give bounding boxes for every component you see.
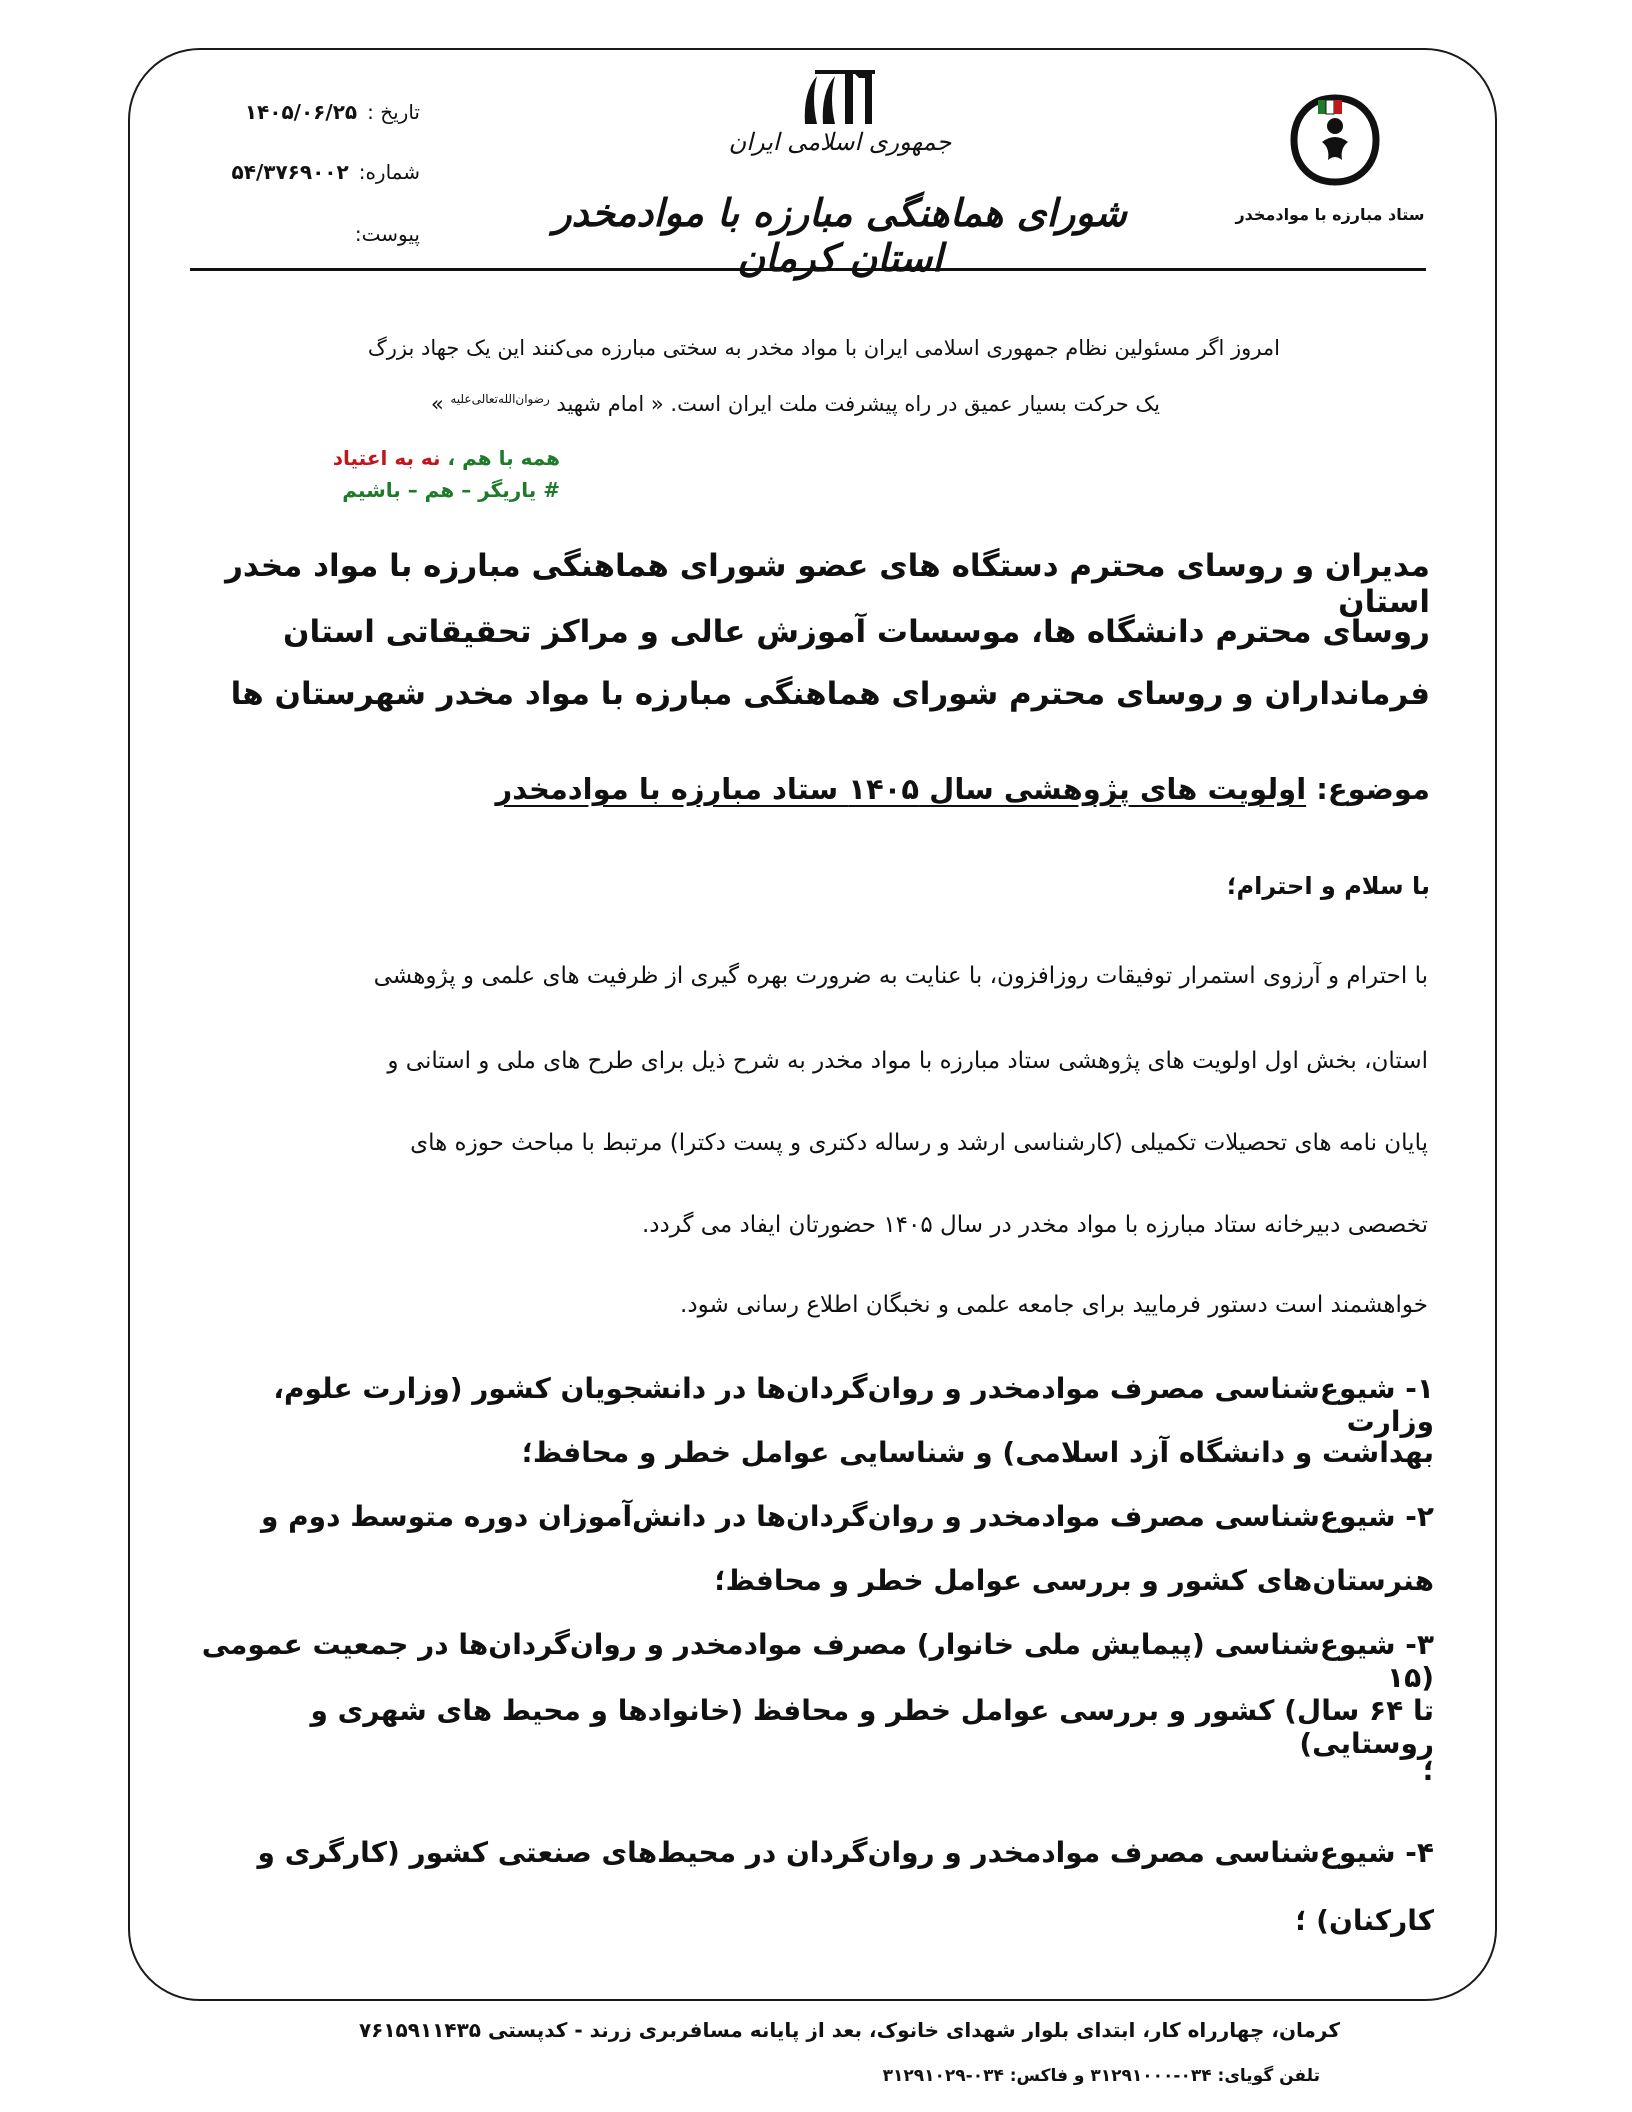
priority-item-3: ۳- شیوع‌شناسی (پیمایش ملی خانوار) مصرف موادمخدر و روان‌گردان‌ها در جمعیت عمومی (۱۵ xyxy=(201,1628,1434,1694)
priority-item-4-cont: کارکنان) ؛ xyxy=(1295,1904,1434,1937)
slogans xyxy=(330,442,560,506)
body-line: تخصصی دبیرخانه ستاد مبارزه با مواد مخدر در سال ۱۴۰۵ حضورتان ایفاد می گردد. xyxy=(642,1212,1428,1238)
footer-address: کرمان، چهارراه کار، ابتدای بلوار شهدای خانوک، بعد از پایانه مسافربری زرند - کدپستی ۷۶۱۵۹۱۱۴۳۵ xyxy=(358,2018,1340,2042)
body-line: خواهشمند است دستور فرمایید برای جامعه علمی و نخبگان اطلاع رسانی شود. xyxy=(680,1292,1428,1318)
quote-line-1: امروز اگر مسئولین نظام جمهوری اسلامی ایران با مواد مخدر به سختی مبارزه می‌کنند این یک جهاد بزرگ xyxy=(367,336,1280,360)
quote-honorific: رضوان‌الله‌تعالی‌علیه xyxy=(450,392,550,406)
priority-item-2-cont: هنرستان‌های کشور و بررسی عوامل خطر و محافظ؛ xyxy=(714,1564,1434,1597)
priority-item-1-cont: بهداشت و دانشگاه آزد اسلامی) و شناسایی عوامل خطر و محافظ؛ xyxy=(521,1436,1434,1469)
greeting: با سلام و احترام؛ xyxy=(1226,872,1430,900)
republic-title: جمهوری اسلامی ایران xyxy=(728,128,952,156)
recipient-line: مدیران و روسای محترم دستگاه های عضو شورای هماهنگی مبارزه با مواد مخدر استان xyxy=(225,548,1430,620)
body-line: استان، بخش اول اولویت های پژوهشی ستاد مبارزه با مواد مخدر به شرح ذیل برای طرح های ملی و استانی و xyxy=(387,1048,1428,1074)
hq-name: ستاد مبارزه با موادمخدر xyxy=(1235,205,1425,224)
council-title: شورای هماهنگی مبارزه با موادمخدر استان کرمان xyxy=(553,190,1127,280)
letter-number: شماره:۵۴/۳۷۶۹۰۰۲ xyxy=(231,160,420,184)
drug-control-hq-emblem xyxy=(1280,92,1390,188)
letter-date: تاریخ :۱۴۰۵/۰۶/۲۵ xyxy=(244,100,420,124)
recipient-line: فرمانداران و روسای محترم شورای هماهنگی مبارزه با مواد مخدر شهرستان ها xyxy=(230,676,1430,712)
subject-line xyxy=(180,772,1430,806)
footer-phones: تلفن گویای: ۰۳۴-۳۱۲۹۱۰۰۰ و فاکس: ۰۳۴-۳۱۲۹۱۰۲۹ xyxy=(882,2066,1320,2086)
recipient-line: روسای محترم دانشگاه ها، موسسات آموزش عالی و مراکز تحقیقاتی استان xyxy=(283,614,1430,650)
header-divider xyxy=(190,268,1426,271)
priority-item-3-cont: تا ۶۴ سال) کشور و بررسی عوامل خطر و محافظ (خانوادها و محیط های شهری و روستایی) xyxy=(310,1694,1434,1760)
quote-line-2: یک حرکت بسیار عمیق در راه پیشرفت ملت ایران است. « امام شهید $^{رضوان‌الله‌تعالی‌علیه}$ » xyxy=(430,392,1160,416)
priority-item-4: ۴- شیوع‌شناسی مصرف موادمخدر و روان‌گردان در محیط‌های صنعتی کشور (کارگری و xyxy=(257,1836,1434,1869)
body-line: با احترام و آرزوی استمرار توفیقات روزافزون، با عنایت به ضرورت بهره گیری از ظرفیت های علمی و پژوهشی xyxy=(373,963,1428,989)
subject-label: موضوع: xyxy=(1316,772,1430,806)
priority-item-3-end: ؛ xyxy=(1422,1754,1434,1787)
slogan-line-2: # یاریگر – هم – باشیم xyxy=(342,478,560,502)
priority-item-1: ۱- شیوع‌شناسی مصرف موادمخدر و روان‌گردان‌ها در دانشجویان کشور (وزارت علوم، وزارت xyxy=(273,1372,1434,1438)
body-line: پایان نامه های تحصیلات تکمیلی (کارشناسی ارشد و رساله دکتری و پست دکترا) مرتبط با مباحث حوزه های xyxy=(410,1130,1428,1156)
allah-emblem xyxy=(795,62,885,132)
letter-attachment: پیوست: xyxy=(354,222,420,246)
subject-value: اولویت های پژوهشی سال ۱۴۰۵ ستاد مبارزه با موادمخدر xyxy=(495,772,1307,806)
priority-item-2: ۲- شیوع‌شناسی مصرف موادمخدر و روان‌گردان‌ها در دانش‌آموزان دوره متوسط دوم و xyxy=(261,1500,1434,1533)
slogan-line-1: همه با هم ، نه به اعتیاد xyxy=(332,446,560,470)
